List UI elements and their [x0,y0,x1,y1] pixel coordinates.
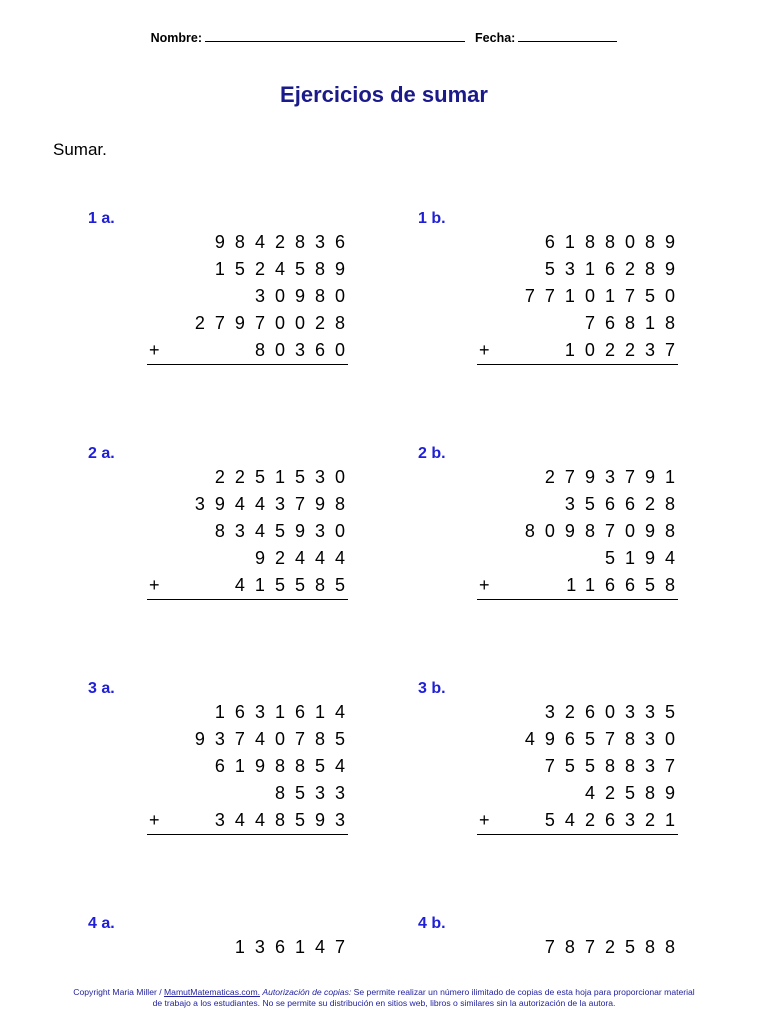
footer-line-1 [0,987,768,998]
problem-label: 3 b. [418,680,446,697]
addend: 2251530 [214,467,355,487]
addend-row [147,807,355,834]
addend: 7872588 [544,937,685,957]
plus-sign: + [479,810,490,830]
plus-sign: + [149,340,160,360]
addend: 77101750 [524,286,685,306]
plus-sign: + [479,575,490,595]
addend: 356628 [564,494,685,514]
name-date-header [0,30,768,46]
problem-2b [418,444,748,679]
addend: 1631614 [214,702,355,722]
addend-row [147,283,355,310]
permission-text: de trabajo a los estudiantes. No se permite su distribución en sitios web, libros o similares sin la autorización de la autora. [152,998,616,1008]
addend-row [147,726,355,753]
problem-label: 4 b. [418,915,446,932]
problem-label: 4 a. [88,915,115,932]
addend-row [477,934,685,961]
date-label: Fecha: [475,31,516,45]
addend-row [147,753,355,780]
addition-column [147,229,355,365]
addend-row [147,256,355,283]
problem-3a [88,679,418,914]
addend: 102237 [564,340,685,360]
addend: 5426321 [544,810,685,830]
site-link[interactable]: MamutMatematicas.com. [164,987,261,997]
addend-row [477,283,685,310]
addend-row [147,464,355,491]
addend: 8533 [274,783,355,803]
addend: 49657830 [524,729,685,749]
addend-row [477,807,685,834]
name-blank-line [205,31,465,42]
plus-sign: + [149,575,160,595]
addend-row [147,699,355,726]
addend: 93740785 [194,729,355,749]
addend-row [477,310,685,337]
footer-line-2 [0,998,768,1009]
addend-row [147,491,355,518]
addend: 30980 [254,286,355,306]
addend-row [477,780,685,807]
addend-row [147,780,355,807]
addend-row [477,491,685,518]
addend: 76818 [584,313,685,333]
addend-row [477,545,685,572]
addend-row [147,545,355,572]
addend: 116658 [566,575,685,595]
plus-sign: + [149,810,160,830]
addend: 92444 [254,548,355,568]
addition-column [477,699,685,835]
addend-row [477,753,685,780]
addend: 8345930 [214,521,355,541]
addend: 415585 [234,575,355,595]
copyright-footer [0,987,768,1009]
addend: 9842836 [214,232,355,252]
addend: 7558837 [544,756,685,776]
problem-label: 2 b. [418,445,446,462]
problem-label: 3 a. [88,680,115,697]
addend: 6188089 [544,232,685,252]
addend-row [477,464,685,491]
addend: 42589 [584,783,685,803]
problem-1b [418,209,748,444]
permission-label: Autorización de copias: [262,987,352,997]
copyright-text: Copyright Maria Miller / [73,987,162,997]
addend-row [477,726,685,753]
addend: 80987098 [524,521,685,541]
addend: 3260335 [544,702,685,722]
addend-row [477,699,685,726]
page-title: Ejercicios de sumar [280,82,488,107]
permission-text: Se permite realizar un número ilimitado de copias de esta hoja para proporcionar material [353,987,695,997]
problem-label: 2 a. [88,445,115,462]
addition-column [147,699,355,835]
addend: 136147 [234,937,355,957]
addend: 5194 [604,548,685,568]
addend-row [477,337,685,364]
date-blank-line [518,31,617,42]
instruction-text: Sumar. [53,140,107,159]
addend: 2793791 [544,467,685,487]
problem-3b [418,679,748,914]
addend-row [147,934,355,961]
problem-4b [418,914,748,974]
addend: 5316289 [544,259,685,279]
addend-row [147,310,355,337]
addend: 3448593 [214,810,355,830]
name-label: Nombre: [150,31,203,45]
problems-grid [88,209,748,974]
addend: 27970028 [194,313,355,333]
addend: 80360 [254,340,355,360]
addend-row [147,229,355,256]
addition-column [147,464,355,600]
problem-label: 1 b. [418,210,446,227]
problem-2a [88,444,418,679]
addend-row [477,518,685,545]
addend-row [477,229,685,256]
addend-row [477,256,685,283]
addition-column [477,464,685,600]
addend-row [477,572,685,599]
problem-4a [88,914,418,974]
addend: 6198854 [214,756,355,776]
addition-column [477,934,685,961]
addend-row [147,337,355,364]
plus-sign: + [479,340,490,360]
addend-row [147,572,355,599]
addition-column [147,934,355,961]
addend: 39443798 [194,494,355,514]
addition-column [477,229,685,365]
addend-row [147,518,355,545]
problem-label: 1 a. [88,210,115,227]
problem-1a [88,209,418,444]
addend: 1524589 [214,259,355,279]
